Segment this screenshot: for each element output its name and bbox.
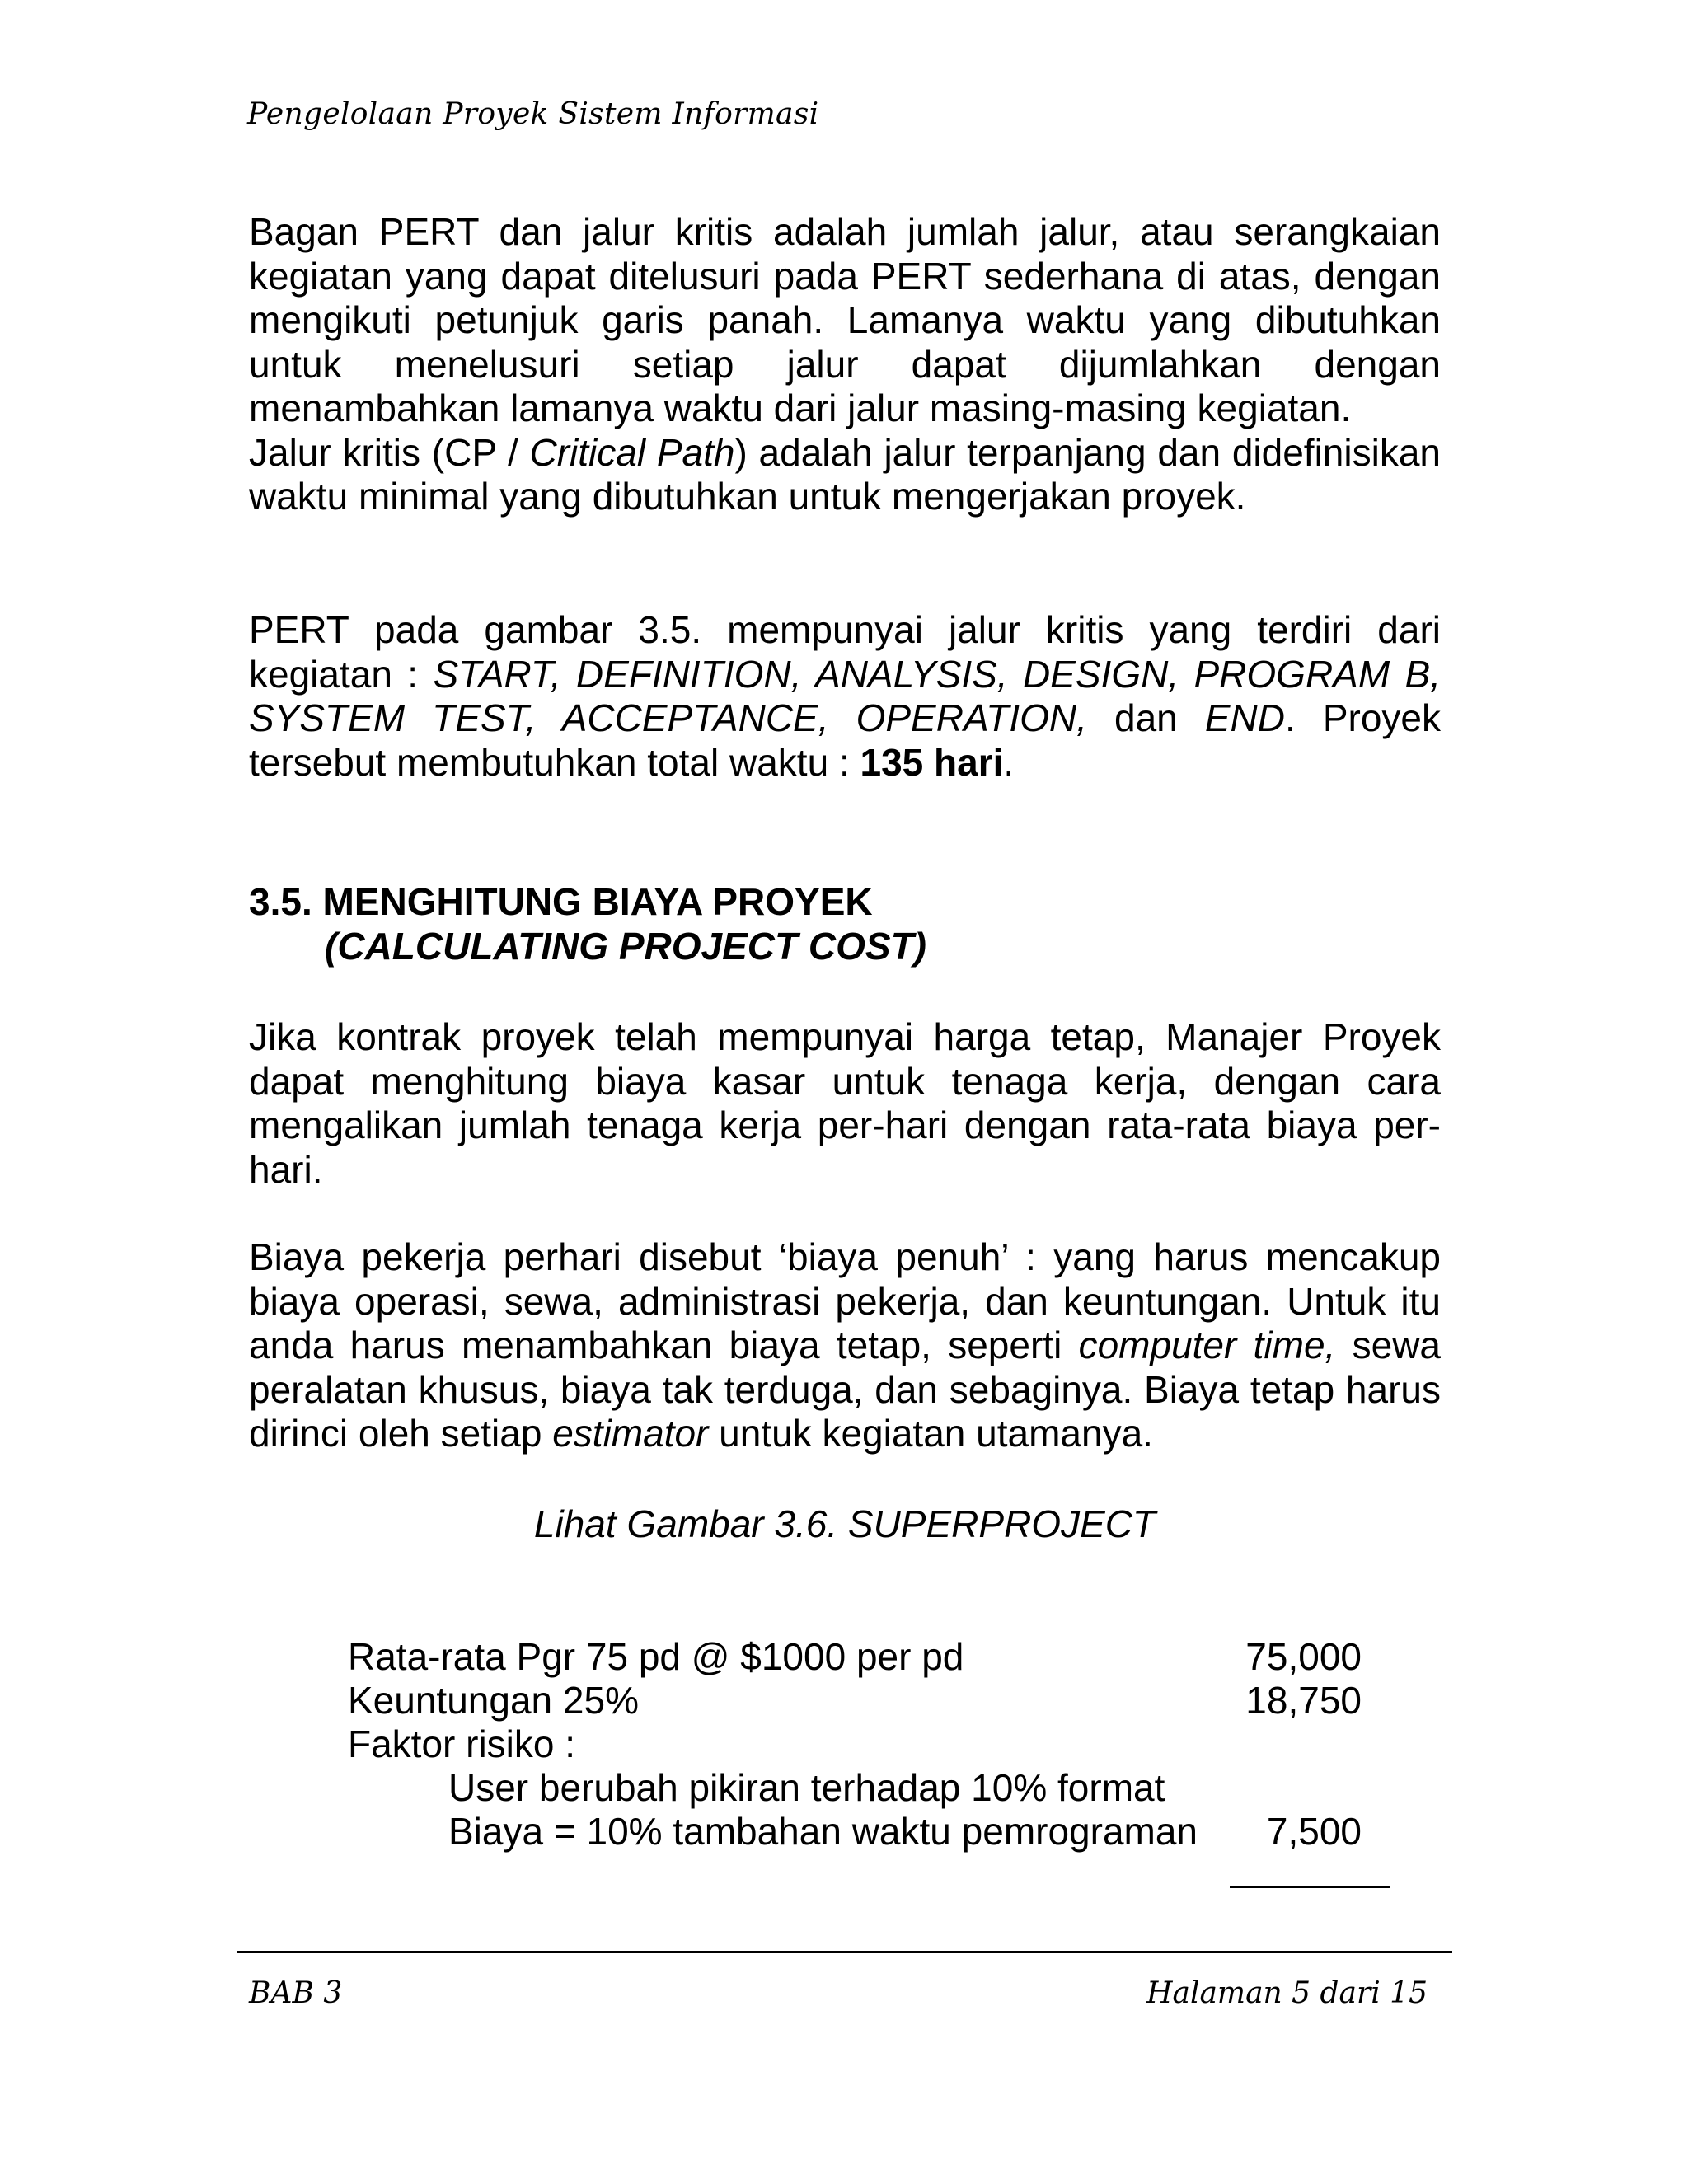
text-run: Jalur kritis (CP / bbox=[249, 430, 530, 474]
text-run: ) adalah jalur terpanjang dan didefinisikan waktu minimal yang dibutuhkan untuk mengerjakan proyek. bbox=[249, 430, 1441, 518]
paragraph-text bbox=[249, 1235, 1441, 1456]
text-run-italic: START, DEFINITION, ANALYSIS, DESIGN, PROGRAM B, SYSTEM TEST, ACCEPTANCE, OPERATION, bbox=[249, 652, 1441, 739]
cost-label: User berubah pikiran terhadap 10% format bbox=[448, 1766, 1165, 1809]
text-run: sewa peralatan khusus, biaya tak terduga, dan sebaginya. Biaya tetap harus dirinci oleh setiap bbox=[249, 1324, 1441, 1455]
cost-label: Faktor risiko : bbox=[348, 1722, 576, 1765]
text-run: untuk kegiatan utamanya. bbox=[708, 1412, 1153, 1455]
text-run: Biaya pekerja perhari disebut ‘biaya penuh’ : yang harus mencakup biaya operasi, sewa, administrasi pekerja, dan keuntungan. Untuk itu anda harus menambahkan biaya tetap, seperti bbox=[249, 1235, 1441, 1366]
text-run: PERT pada gambar 3.5. mempunyai jalur kritis yang terdiri dari kegiatan : bbox=[249, 608, 1441, 696]
section-title: 3.5. MENGHITUNG BIAYA PROYEK bbox=[249, 880, 873, 923]
text-run: . bbox=[1003, 740, 1015, 784]
sum-underline bbox=[1230, 1886, 1390, 1888]
section-heading bbox=[249, 879, 926, 968]
paragraph-text: Bagan PERT dan jalur kritis adalah jumlah jalur, atau serangkaian kegiatan yang dapat ditelusuri pada PERT sederhana di atas, dengan mengikuti petunjuk garis panah. Lamanya waktu yang dibutuhkan untuk menelusuri setiap jalur dapat dijumlahkan dengan menambahkan lamanya waktu dari jalur masing-masing kegiatan. bbox=[249, 210, 1441, 429]
cost-row bbox=[348, 1635, 1395, 1679]
section-subtitle: (CALCULATING PROJECT COST) bbox=[325, 925, 927, 968]
footer-page-number: Halaman 5 dari 15 bbox=[1146, 1976, 1428, 2010]
text-run-italic: END bbox=[1204, 696, 1285, 739]
paragraph-text: Jika kontrak proyek telah mempunyai harga tetap, Manajer Proyek dapat menghitung biaya kasar untuk tenaga kerja, dengan cara mengalikan jumlah tenaga kerja per-hari dengan rata-rata biaya per-hari. bbox=[249, 1015, 1441, 1191]
cost-label: Biaya = 10% tambahan waktu pemrograman bbox=[448, 1810, 1198, 1853]
footer-chapter: BAB 3 bbox=[249, 1976, 343, 2010]
cost-row bbox=[348, 1679, 1395, 1722]
paragraph-fixed-price bbox=[249, 1015, 1441, 1192]
text-run-bold: 135 hari bbox=[860, 740, 1004, 784]
text-run-italic: estimator bbox=[552, 1412, 709, 1455]
cost-amount: 75,000 bbox=[1245, 1635, 1362, 1678]
cost-row bbox=[348, 1766, 1395, 1810]
cost-amount: 18,750 bbox=[1245, 1679, 1362, 1722]
paragraph-critical-path bbox=[249, 210, 1441, 519]
footer-divider bbox=[237, 1951, 1452, 1953]
paragraph-pert-path bbox=[249, 608, 1441, 785]
paragraph-text-cp bbox=[249, 431, 1441, 519]
cost-amount: 7,500 bbox=[1266, 1810, 1362, 1853]
text-run: . Proyek tersebut membutuhkan total waktu : bbox=[249, 696, 1442, 784]
text-run-italic: Critical Path bbox=[529, 430, 735, 474]
cost-calculation bbox=[348, 1635, 1395, 1854]
paragraph-full-cost bbox=[249, 1235, 1441, 1456]
cost-row bbox=[348, 1810, 1395, 1854]
running-header: Pengelolaan Proyek Sistem Informasi bbox=[247, 97, 819, 131]
figure-reference: Lihat Gambar 3.6. SUPERPROJECT bbox=[533, 1502, 1156, 1545]
cost-label: Keuntungan 25% bbox=[348, 1679, 639, 1722]
text-run-italic: computer time, bbox=[1078, 1324, 1336, 1366]
cost-label: Rata-rata Pgr 75 pd @ $1000 per pd bbox=[348, 1635, 964, 1678]
cost-row bbox=[348, 1722, 1395, 1766]
text-run: dan bbox=[1086, 696, 1205, 739]
paragraph-text bbox=[249, 608, 1441, 785]
